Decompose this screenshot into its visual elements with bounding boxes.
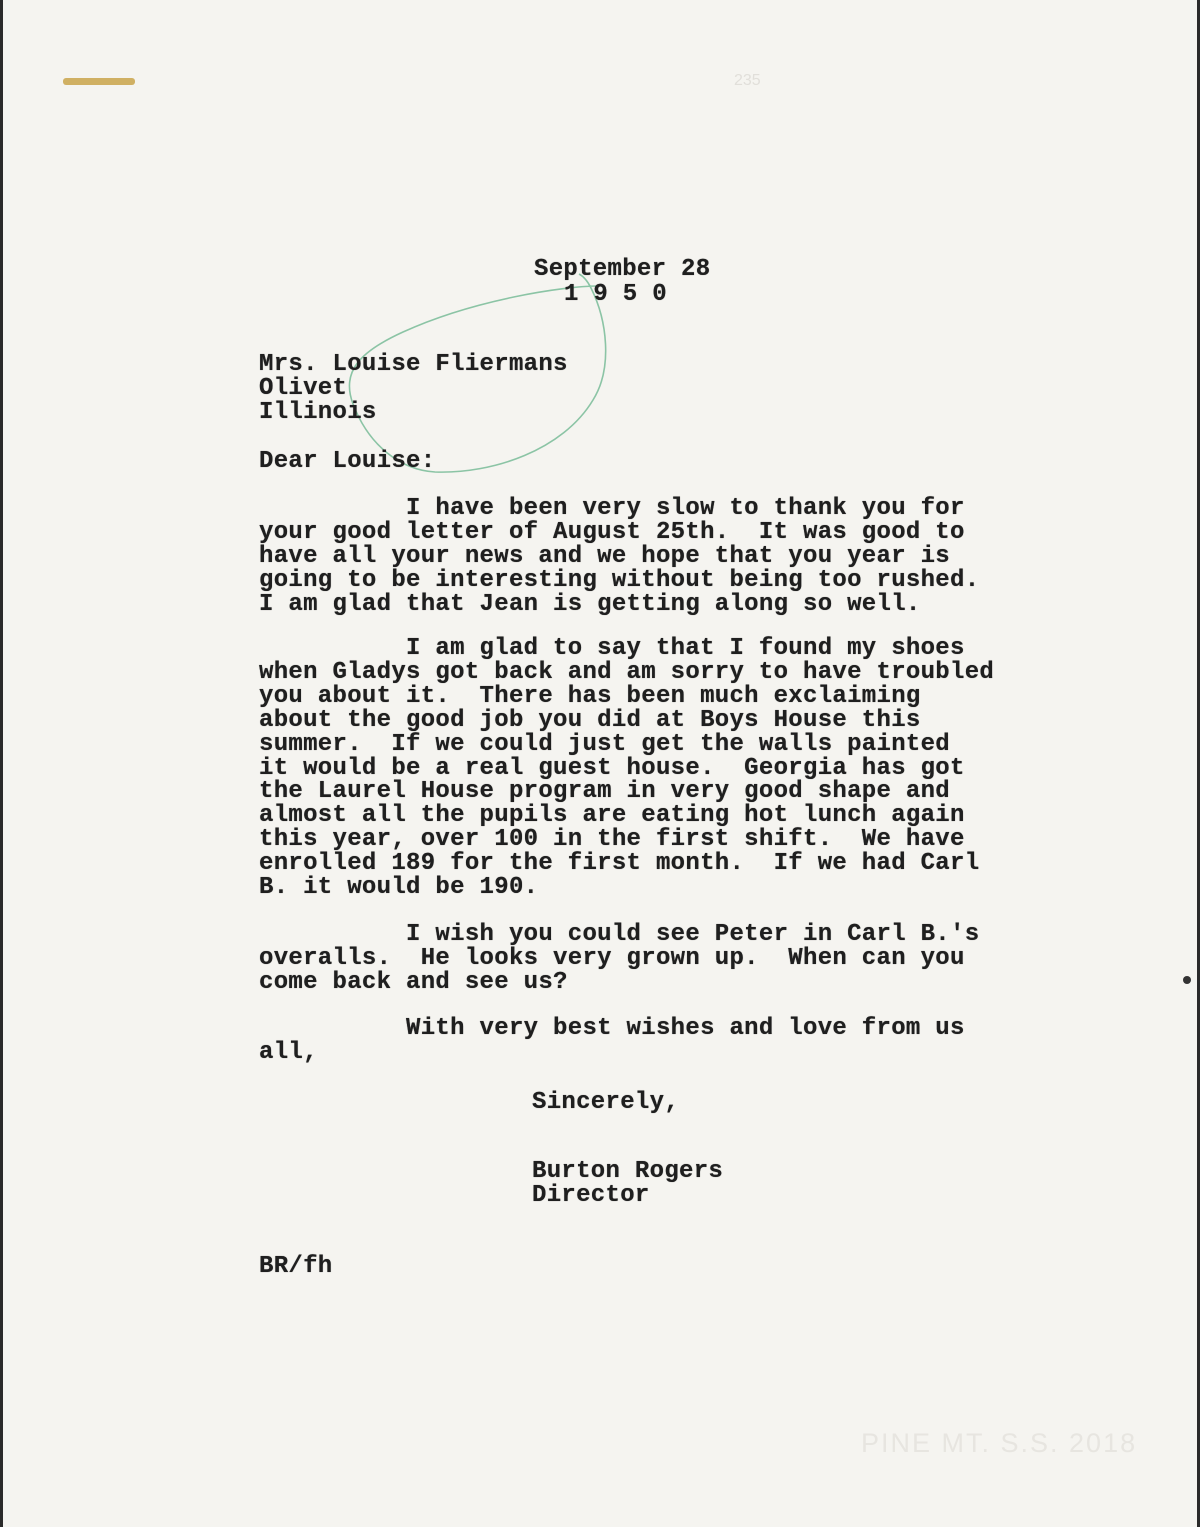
paragraph-4 bbox=[259, 1017, 999, 1065]
pencil-note: 235 bbox=[734, 72, 761, 89]
tape-mark bbox=[63, 78, 135, 85]
paragraph-line: summer. If we could just get the walls painted bbox=[259, 730, 951, 758]
paragraph-line: I am glad to say that I found my shoes bbox=[259, 635, 965, 662]
date-line: September 28 bbox=[534, 256, 711, 283]
signer-title: Director bbox=[532, 1182, 650, 1209]
paragraph-line: overalls. He looks very grown up. When can you bbox=[259, 944, 965, 972]
paragraph-line: I am glad that Jean is getting along so well. bbox=[259, 590, 921, 618]
recipient-city: Olivet bbox=[259, 375, 348, 402]
paragraph-line: about the good job you did at Boys House this bbox=[259, 706, 921, 734]
typist-initials: BR/fh bbox=[259, 1253, 333, 1280]
ink-dot bbox=[1183, 976, 1191, 984]
paragraph-line: all, bbox=[259, 1038, 318, 1066]
paragraph-line: I wish you could see Peter in Carl B.'s bbox=[259, 921, 980, 948]
archive-watermark: PINE MT. S.S. 2018 bbox=[861, 1428, 1138, 1458]
paragraph-line: when Gladys got back and am sorry to have troubled bbox=[259, 658, 995, 686]
paragraph-line: it would be a real guest house. Georgia has got bbox=[259, 754, 965, 782]
closing: Sincerely, bbox=[532, 1089, 680, 1116]
paragraph-line: going to be interesting without being too rushed. bbox=[259, 566, 980, 594]
paragraph-line: this year, over 100 in the first shift. We have bbox=[259, 826, 965, 854]
paragraph-line: have all your news and we hope that you year is bbox=[259, 542, 951, 570]
paragraph-line: With very best wishes and love from us bbox=[259, 1015, 965, 1042]
paragraph-line: come back and see us? bbox=[259, 968, 568, 996]
paragraph-line: the Laurel House program in very good shape and bbox=[259, 778, 951, 806]
year-line: 1 9 5 0 bbox=[564, 281, 667, 308]
paragraph-line: your good letter of August 25th. It was good to bbox=[259, 518, 965, 546]
recipient-name: Mrs. Louise Fliermans bbox=[259, 351, 568, 378]
paragraph-line: I have been very slow to thank you for bbox=[259, 495, 965, 522]
salutation: Dear Louise: bbox=[259, 448, 436, 475]
recipient-state: Illinois bbox=[259, 399, 377, 426]
paragraph-3 bbox=[259, 923, 999, 995]
signer-name: Burton Rogers bbox=[532, 1158, 724, 1185]
paragraph-line: you about it. There has been much exclaiming bbox=[259, 682, 921, 710]
paragraph-line: enrolled 189 for the first month. If we had Carl bbox=[259, 850, 980, 878]
paragraph-line: B. it would be 190. bbox=[259, 874, 539, 902]
paragraph-1 bbox=[259, 497, 999, 617]
paragraph-2 bbox=[259, 637, 999, 900]
paragraph-line: almost all the pupils are eating hot lunch again bbox=[259, 802, 965, 830]
